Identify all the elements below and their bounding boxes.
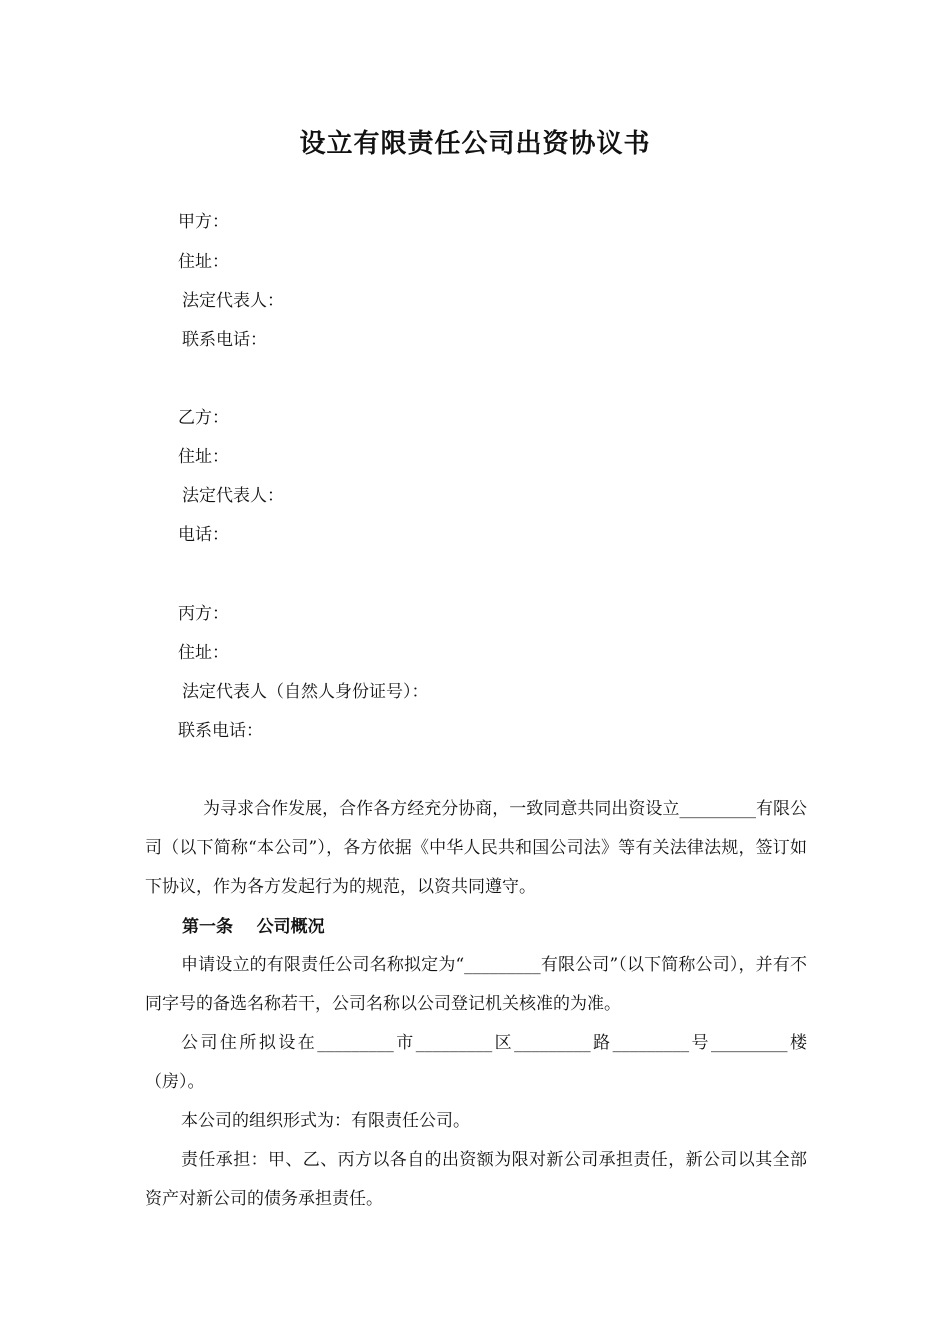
party-c-phone-label: 联系电话： [178,721,263,741]
document-title: 设立有限责任公司出资协议书 [299,129,651,159]
party-b-phone-label: 电话： [178,525,229,545]
party-b-name-label: 乙方： [178,408,229,428]
preamble-paragraph: 为寻求合作发展，合作各方经充分协商，一致同意共同出资设立_________有限公司（以下简称“本公司”），各方依据《中华人民共和国公司法》等有关法律法规，签订如下协议，作为各方发起行为的规范，以资共同遵守。 [145,799,807,897]
party-a-name-label: 甲方： [178,212,229,232]
article-1-paragraph-liability: 责任承担：甲、乙、丙方以各自的出资额为限对新公司承担责任，新公司以其全部资产对新公司的债务承担责任。 [145,1150,807,1209]
party-c-legal-rep-label: 法定代表人（自然人身份证号）： [182,682,429,702]
party-b-address-label: 住址： [178,447,229,467]
article-1-paragraph-form: 本公司的组织形式为：有限责任公司。 [181,1111,470,1131]
article-1-paragraph-address: 公司住所拟设在_________市_________区_________路_________号_________楼（房）。 [145,1033,807,1092]
party-c-address-label: 住址： [178,643,229,663]
party-a-address-label: 住址： [178,252,229,272]
party-b-legal-rep-label: 法定代表人： [182,486,284,506]
party-a-legal-rep-label: 法定代表人： [182,291,284,311]
article-1-heading: 第一条 公司概况 [182,917,325,937]
party-c-name-label: 丙方： [178,604,229,624]
article-1-paragraph-name: 申请设立的有限责任公司名称拟定为“_________有限公司”（以下简称公司），并有不同字号的备选名称若干，公司名称以公司登记机关核准的为准。 [145,955,807,1014]
party-a-phone-label: 联系电话： [182,330,267,350]
